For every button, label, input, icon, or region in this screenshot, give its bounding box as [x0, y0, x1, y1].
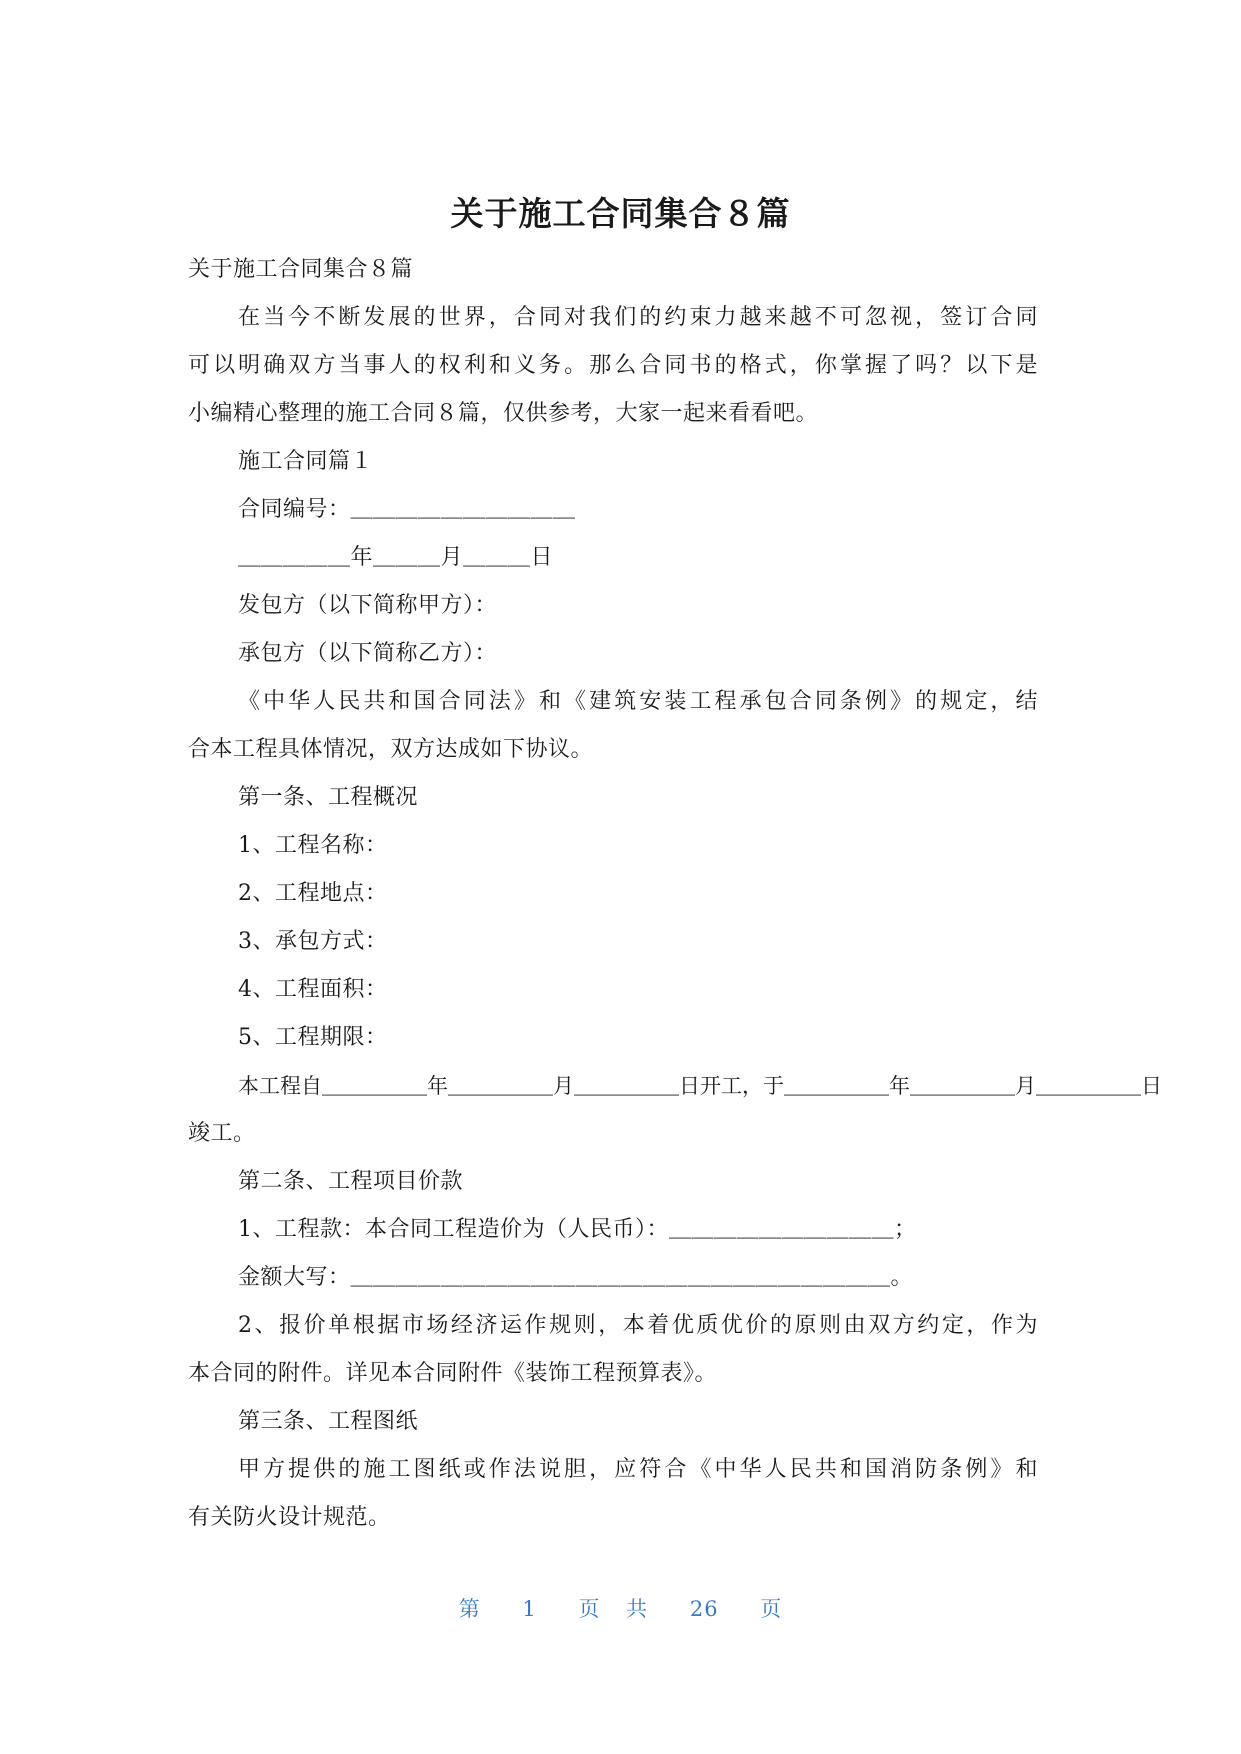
paragraph-line: 在当今不断发展的世界，合同对我们的约束力越来越不可忽视，签订合同 [238, 305, 1038, 330]
form-line-party-a: 发包方（以下简称甲方）： [238, 593, 498, 618]
paragraph-line: 小编精心整理的施工合同８篇，仅供参考，大家一起来看看吧。 [188, 401, 819, 426]
paragraph-line: 本合同的附件。详见本合同附件《装饰工程预算表》。 [188, 1361, 718, 1386]
form-line-party-b: 承包方（以下简称乙方）： [238, 641, 498, 666]
subtitle-line: 关于施工合同集合８篇 [188, 257, 414, 282]
form-line-date: ＿＿＿＿＿年＿＿＿月＿＿＿日 [238, 545, 554, 570]
list-item: 5、工程期限： [238, 1025, 388, 1050]
article-heading: 第二条、工程项目价款 [238, 1169, 464, 1194]
footer-current-page: 1 [522, 1597, 537, 1621]
list-item: 4、工程面积： [238, 977, 388, 1002]
paragraph-line: 《中华人民共和国合同法》和《建筑安装工程承包合同条例》的规定，结 [238, 689, 1038, 714]
footer-of-label: 页 共 [578, 1597, 649, 1621]
article-heading: 第三条、工程图纸 [238, 1409, 419, 1434]
list-item: 3、承包方式： [238, 929, 388, 954]
footer-total-pages: 26 [689, 1597, 719, 1621]
paragraph-line: 合本工程具体情况，双方达成如下协议。 [188, 737, 594, 762]
article-heading: 第一条、工程概况 [238, 785, 419, 810]
document-title: 关于施工合同集合８篇 [450, 194, 791, 233]
paragraph-line: 2、报价单根据市场经济运作规则，本着优质优价的原则由双方约定，作为 [238, 1313, 1038, 1338]
paragraph-line: 甲方提供的施工图纸或作法说胆，应符合《中华人民共和国消防条例》和 [238, 1457, 1038, 1482]
form-line-price: 1、工程款：本合同工程造价为（人民币）：＿＿＿＿＿＿＿＿＿＿； [238, 1217, 917, 1242]
paragraph-line: 竣工。 [188, 1121, 256, 1146]
footer-page-label: 第 [458, 1597, 481, 1621]
page-footer [0, 1593, 1241, 1623]
paragraph-line: 有关防火设计规范。 [188, 1505, 391, 1530]
form-line-contract-number: 合同编号：＿＿＿＿＿＿＿＿＿＿ [238, 497, 576, 522]
form-line-amount: 金额大写：＿＿＿＿＿＿＿＿＿＿＿＿＿＿＿＿＿＿＿＿＿＿＿＿。 [238, 1265, 914, 1290]
form-line-schedule: 本工程自＿＿＿＿＿年＿＿＿＿＿月＿＿＿＿＿日开工，于＿＿＿＿＿年＿＿＿＿＿月＿＿＿＿＿日 [238, 1074, 1162, 1098]
list-item: 1、工程名称： [238, 833, 388, 858]
footer-end-label: 页 [760, 1597, 783, 1621]
list-item: 2、工程地点： [238, 881, 388, 906]
section-heading: 施工合同篇１ [238, 449, 374, 474]
paragraph-line: 可以明确双方当事人的权利和义务。那么合同书的格式，你掌握了吗？以下是 [188, 353, 1038, 378]
